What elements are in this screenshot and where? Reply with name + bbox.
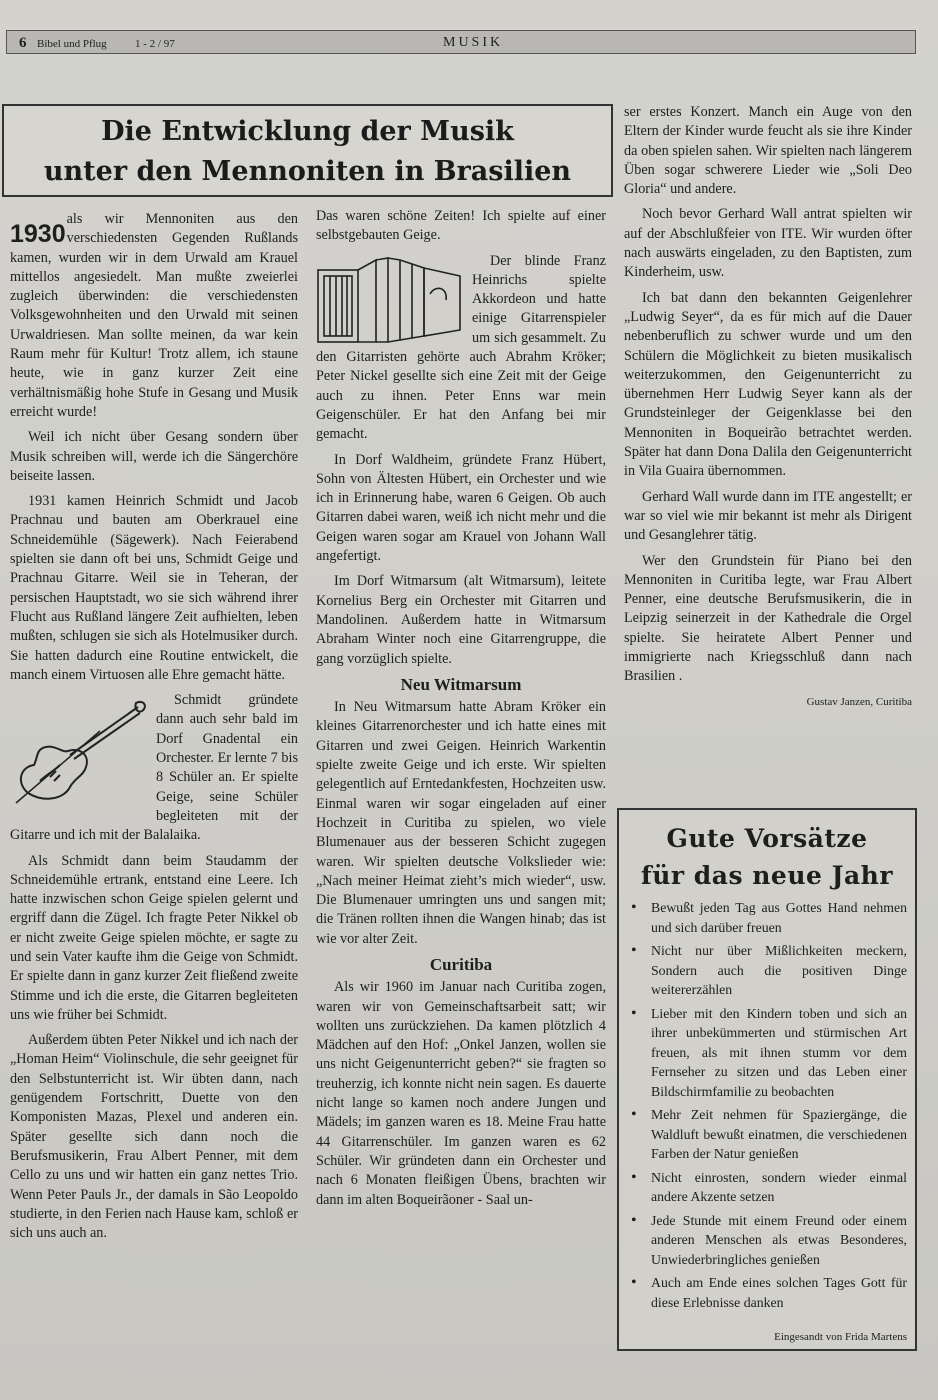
paragraph: In Neu Witmarsum hatte Abram Kröker ein kleines Gitarrenorchester und ich hatte eines mit Gitarren und zwei Geigen. Heinrich Warkentin spielte zweite Geige und ich erste. Wir spielten gelegentlich auf Erntedankfesten, Hochzeiten usw. Einmal waren wir sogar eingeladen auf einer Hochzeit in Curitiba zu spielen, wo viele Blumenauer aus der besseren Schicht zugegen waren. Wir spielten deutsche Volkslieder wie: „Nach meiner Heimat zieht’s mich wieder“, usw. Die Blumenauer umringten uns und sangen mit; die Tränen rollten ihnen die Wangen hinab; das ist wie vor alter Zeit. [316, 699, 606, 947]
paragraph: Weil ich nicht über Gesang sondern über Musik schreiben will, werde ich die Sängerchöre beiseite lassen. [10, 429, 298, 484]
year-drop-cap: 1930 [10, 220, 66, 248]
paragraph: Wer den Grundstein für Piano bei den Mennoniten in Curitiba legte, war Frau Albert Penner, eine deutsche Berufsmusikerin, die in Leipzig seinerzeit in der Kathedrale die Orgel spielte. Sie heiratete Albert Penner und immigrierte nach Kriegsschluß dann nach Brasilien . [624, 552, 912, 685]
paragraph: Als wir 1960 im Januar nach Curitiba zogen, waren wir von Gemeinschaftsarbeit satt; wir wollten uns zurückziehen. Da kamen plötzlich 4 Mädchen auf den Hof: „Onkel Janzen, wollen sie uns nicht Geigenunterricht geben?“ sie fragten so treuherzig, ich konnte nicht nein sagen. Es dauerte nicht lange so kamen noch andere Jungen und Mädels; im ganzen waren es 18. Meine Frau hatte 44 Gitarrenschüler. Im ganzen waren es 62 Schüler. Wir gründeten dann ein Orchester und nach 6 Monaten fleißigen Übens, brachten wir dann im alten Boqueirãoner - Saal un- [316, 979, 606, 1208]
page-number: 6 [19, 35, 27, 51]
article-title-line-2: unter den Mennoniten in Brasilien [43, 156, 572, 187]
paragraph: ser erstes Konzert. Manch ein Auge von den Eltern der Kinder wurde feucht als sie ihre Kinder da oben spielen sahen. Wir spielten nach längerem Üben sogar schwerere Lieder wie „Soli Deo Gloria“ und andere. [624, 104, 912, 198]
paragraph-text: als wir Mennoniten aus den verschiedensten Gegenden Rußlands kamen, wurden wir in dem Urwald am Krauel mittellos angesiedelt. Man mußte zweierlei zugleich überwinden: die verschiedensten Volksgewohnheiten und den Urwald mit seinen Urwaldriesen. Man sollte meinen, da war kein Raum mehr für Kultur! Trotz allem, ich staune heute, wie in ganz kurzer Zeit eine verhältnismäßig hohe Stufe in Gesang und Musik erreicht wurde! [10, 211, 298, 420]
article-title-line-1: Die Entwicklung der Musik [101, 116, 514, 147]
paragraph: Ich bat dann den bekannten Geigenlehrer „Ludwig Seyer“, da es für mich auf die Dauer nebenberuflich zu schwer wurde und um den Schülern die Möglichkeit zu bieten musikalisch weiterzukommen, den Geigenunterricht zu übernehmen Herr Ludwig Seyer kann als der Grundsteinleger der Geigenklasse bei den Mennoniten in Boqueirão betrachtet werden. Später hat dann Dona Dalila den Geigenunterricht in Vila Guaira übernommen. [624, 289, 912, 480]
list-item: • Nicht nur über Mißlichkeiten meckern, Sondern auch die positiven Dinge weitererzählen [629, 941, 907, 1000]
list-item: • Nicht einrosten, sondern wieder einmal andere Akzente setzen [629, 1168, 907, 1207]
list-item: • Lieber mit den Kindern toben und sich an ihrer unbekümmerten und stürmischen Art freuen, als mit ihnen stumm vor dem Fernseher zu sitzen und das Leben einer Bildschirmfamilie zu beobachten [629, 1004, 907, 1102]
issue-number: 1 - 2 / 97 [135, 38, 175, 50]
resolutions-box [617, 808, 917, 1351]
paragraph [10, 691, 298, 845]
violin-illustration [10, 695, 150, 807]
list-item: • Bewußt jeden Tag aus Gottes Hand nehmen und sich darüber freuen [629, 898, 907, 937]
paragraph: Noch bevor Gerhard Wall antrat spielten wir auf der Abschlußfeier von ITE. Wir wurden öfter nach auswärts eingeladen, zu den Baptisten, zum Kinderheim, usw. [624, 206, 912, 281]
paragraph: Das waren schöne Zeiten! Ich spielte auf einer selbstgebauten Geige. [316, 208, 606, 244]
paragraph: Gerhard Wall wurde dann im ITE angestellt; er war so viel wie mir bekannt ist mehr als Dirigent und Gesanglehrer tätig. [624, 488, 912, 544]
paragraph: In Dorf Waldheim, gründete Franz Hübert, Sohn von Ältesten Hübert, ein Orchester und wie ich in Erinnerung habe, waren 6 Geigen. Ob auch Gitarren dabei waren, weiß ich nicht mehr und die Geigen waren sogar am Krauel von Johann Wall angefertigt. [316, 451, 606, 565]
list-item: • Jede Stunde mit einem Freund oder einem anderen Menschen als etwas Besonderes, Unwiederbringliches genießen [629, 1211, 907, 1270]
article-title-box [2, 104, 613, 197]
subheading: Neu Witmarsum [400, 674, 522, 694]
publication-name: Bibel und Pflug [37, 38, 107, 50]
subheading: Curitiba [429, 954, 493, 974]
paragraph: 1931 kamen Heinrich Schmidt und Jacob Prachnau und bauten am Oberkrauel eine Schneidemühle (Sägewerk). Nach Feierabend spielten sie dann oft bei uns, Schmidt Geige und Prachnau Gitarre. Weil sie in Teheran, der persischen Hauptstadt, wo sie sich während ihrer Flucht aus Rußland längere Zeit aufhielten, leben mußten, schlugen sie sich als Hotelmusiker durch. Sie hatten dadurch eine Routine entwickelt, die manch einem Virtuosen alle Ehre gemacht hätte. [10, 493, 298, 683]
article-column-2 [316, 207, 606, 1216]
paragraph-text: Schmidt gründete dann auch sehr bald im Dorf Gnadental ein Orchester. Er lernte 7 bis 8 Schüler an. Er spielte Geige, seine Schüler begleiteten mit der Gitarre und ich mit der Balalaika. [10, 692, 298, 844]
section-name: MUSIK [443, 35, 504, 50]
article-column-1 [10, 210, 298, 1249]
list-item: • Auch am Ende eines solchen Tages Gott für diese Erlebnisse danken [629, 1273, 907, 1312]
accordion-illustration [316, 254, 466, 346]
box-title [619, 820, 915, 894]
paragraph: Als Schmidt dann beim Staudamm der Schneidemühle ertrank, entstand eine Leere. Ich hatte inzwischen schon Geige spielen gelernt und ergriff dann die Zügel. Ich fragte Peter Nikkel ob er nicht zweite Geige spielen möchte, er sagte zu und sein Vater kaufte ihm die Geige von Schmidt. Er spielte dann in ganz kurzer Zeit fließend zweite Stimme und ich die erste, die Gitarren begleiteten uns wie früher bei Schmidt. [10, 852, 298, 1023]
page-header [6, 30, 916, 54]
article-column-3 [624, 103, 912, 712]
box-title-line-2: für das neue Jahr [640, 861, 893, 890]
box-title-line-1: Gute Vorsätze [666, 824, 868, 853]
resolutions-list [619, 894, 915, 1312]
paragraph: Außerdem übten Peter Nikkel und ich nach der „Homan Heim“ Violinschule, die sehr geeignet für den Selbstunterricht ist. Wir übten dann, nach genügendem Fortschritt, Duette von den Komponisten Mazas, Plexel und anderen ein. Später gesellte sich dann noch die Berufsmusikerin, Frau Albert Penner, mit dem Cello zu uns und wir hatten ein ganz nettes Trio. Wenn Peter Pauls Jr., der damals in São Leopoldo studierte, in den Ferien nach Hause kam, schloß er sich uns auch an. [10, 1032, 298, 1242]
list-item: • Mehr Zeit nehmen für Spaziergänge, die Waldluft bewußt einatmen, die verschiedenen Farben der Natur genießen [629, 1105, 907, 1164]
article-author: Gustav Janzen, Curitiba [806, 695, 912, 708]
paragraph [316, 252, 606, 445]
paragraph-text: Der blinde Franz Heinrichs spielte Akkordeon und hatte einige Gitarrenspieler um sich gesammelt. Zu den Gitarristen gehörte auch Abrahm Kröker; Peter Nickel gesellte sich eine Zeit mit der Geige auch zu ihnen. Peter Enns war mein Geigenschüler. Er hat den Anfang bei mir gemacht. [316, 252, 606, 443]
paragraph: Im Dorf Witmarsum (alt Witmarsum), leitete Kornelius Berg ein Orchester mit Gitarren und Mandolinen. Außerdem hatte in Witmarsum Abraham Winter noch eine Gitarrengruppe, die gang vorzüglich spielte. [316, 573, 606, 667]
box-signature: Eingesandt von Frida Martens [774, 1331, 907, 1343]
paragraph [10, 210, 298, 422]
